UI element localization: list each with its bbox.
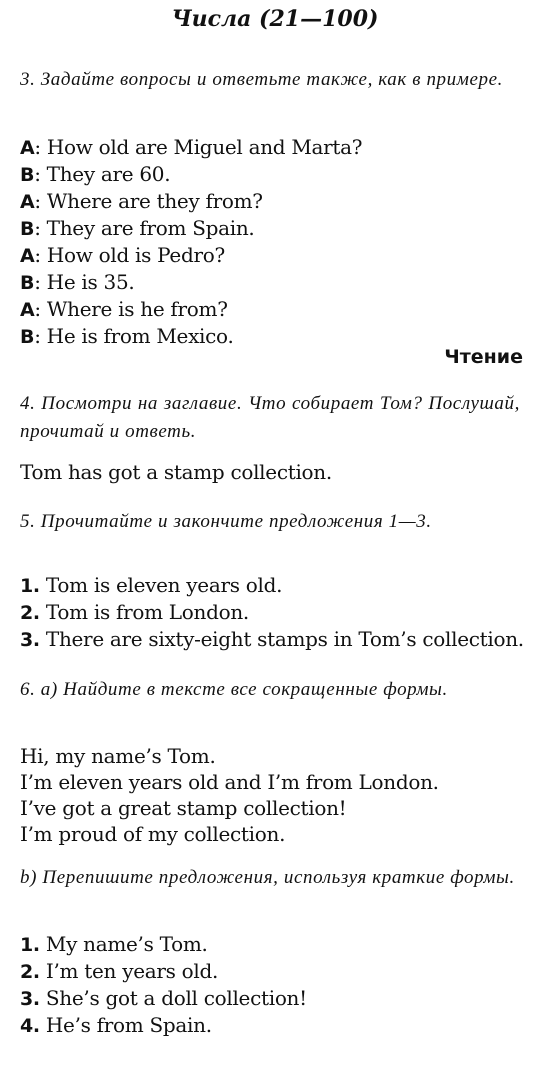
dialogue-line [20,296,530,323]
speaker-label: B [20,164,35,186]
task3-instruction: 3. Задайте вопросы и ответьте также, как в примере. [20,69,503,90]
speaker-label: A [20,299,35,321]
dialogue-text: : They are 60. [34,162,171,186]
task6b-list [20,931,530,1039]
speaker-label: A [20,245,35,267]
list-item [20,985,530,1012]
section-heading-reading: Чтение [444,346,523,368]
answer-line: Tom has got a stamp collection. [20,460,332,484]
list-item [20,931,530,958]
item-number: 2. [20,602,40,624]
text-line: I’m eleven years old and I’m from London. [20,770,439,794]
task4-instruction: 4. Посмотри на заглавие. Что собирает Том? Послушай, прочитай и ответь. [20,393,520,442]
task4-answer [20,459,530,485]
list-item [20,958,530,985]
item-number: 4. [20,1015,40,1037]
item-number: 3. [20,629,40,651]
task6a-instruction: 6. a) Найдите в тексте все сокращенные формы. [20,679,448,700]
list-item [20,626,530,653]
dialogue-line [20,134,530,161]
item-number: 2. [20,961,40,983]
dialogue-text: : They are from Spain. [34,216,255,240]
dialogue-text: : He is from Mexico. [34,324,234,348]
item-text: I’m ten years old. [39,959,219,983]
speaker-label: A [20,137,35,159]
dialogue-text: : How old is Pedro? [34,243,225,267]
item-text: Tom is eleven years old. [39,573,283,597]
task5-instruction: 5. Прочитайте и закончите предложения 1—3. [20,511,432,532]
dialogue-line [20,215,530,242]
dialogue-line [20,269,530,296]
speaker-label: A [20,191,35,213]
text-line: Hi, my name’s Tom. [20,744,216,768]
task5-list [20,572,530,653]
dialogue-text: : How old are Miguel and Marta? [34,135,363,159]
dialogue-line [20,188,530,215]
item-number: 3. [20,988,40,1010]
task3-dialogue [20,134,530,350]
list-item [20,599,530,626]
dialogue-line [20,161,530,188]
item-text: He’s from Spain. [39,1013,212,1037]
item-text: Tom is from London. [39,600,249,624]
dialogue-text: : He is 35. [34,270,135,294]
speaker-label: B [20,272,35,294]
item-text: There are sixty-eight stamps in Tom’s collection. [39,627,524,651]
dialogue-text: : Where is he from? [34,297,228,321]
task6b-instruction: b) Перепишите предложения, используя краткие формы. [20,867,515,888]
dialogue-line [20,242,530,269]
item-number: 1. [20,575,40,597]
task6a-text [20,743,530,847]
dialogue-text: : Where are they from? [34,189,263,213]
list-item [20,1012,530,1039]
text-line: I’m proud of my collection. [20,822,286,846]
speaker-label: B [20,218,35,240]
item-number: 1. [20,934,40,956]
item-text: She’s got a doll collection! [39,986,307,1010]
speaker-label: B [20,326,35,348]
page-title: Числа (21—100) [171,6,379,32]
list-item [20,572,530,599]
text-line: I’ve got a great stamp collection! [20,796,347,820]
item-text: My name’s Tom. [39,932,208,956]
